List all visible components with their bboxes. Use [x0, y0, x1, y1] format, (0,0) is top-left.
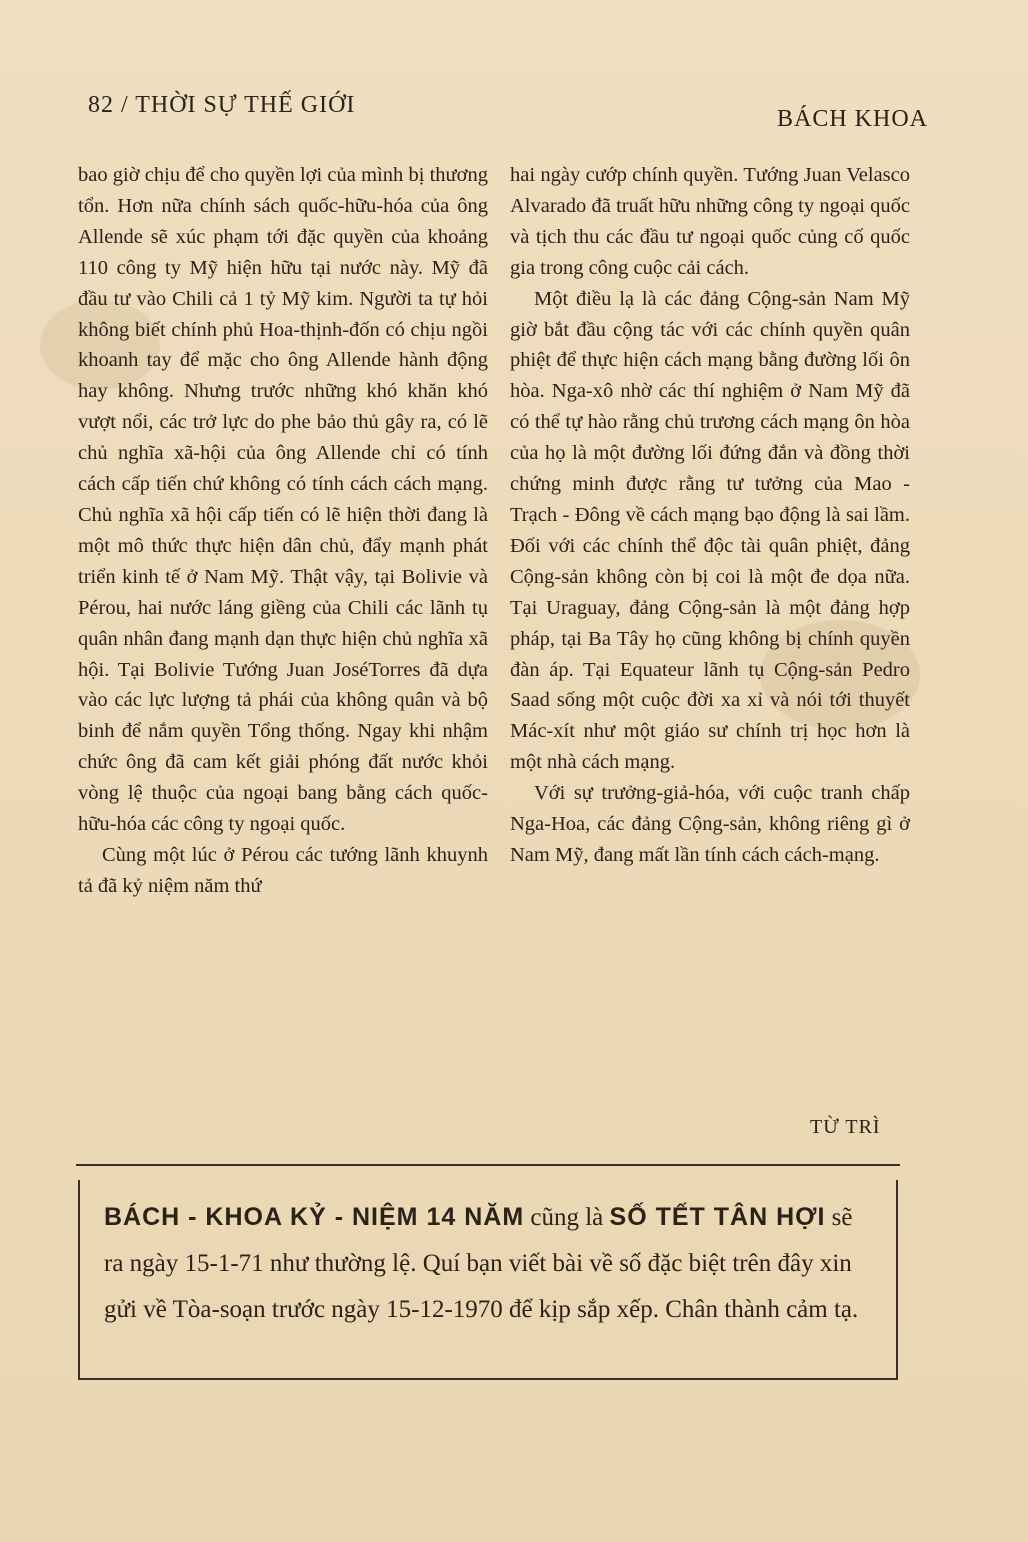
author-signature: TỪ TRÌ: [810, 1116, 881, 1138]
paragraph: hai ngày cướp chính quyền. Tướng Juan Velasco Alvarado đã truất hữu những công ty ngoại quốc và tịch thu các đầu tư ngoại quốc củng cố quốc gia trong công cuộc cải cách.: [510, 164, 910, 279]
article-column-left: [78, 160, 488, 902]
announcement-text: sẽ ra ngày 15-1-71 như thường lệ. Quí bạn viết bài về số đặc biệt trên đây xin gửi về Tòa-soạn trước ngày 15-12-1970 để kịp sắp xếp. Chân thành cảm tạ.: [104, 1204, 859, 1323]
paragraph: bao giờ chịu để cho quyền lợi của mình bị thương tổn. Hơn nữa chính sách quốc-hữu-hóa của ông Allende sẽ xúc phạm tới đặc quyền của khoảng 110 công ty Mỹ hiện hữu tại nước này. Mỹ đã đầu tư vào Chili cả 1 tỷ Mỹ kim. Người ta tự hỏi không biết chính phủ Hoa-thịnh-đốn có chịu ngồi khoanh tay để mặc cho ông Allende hành động hay không. Nhưng trước những khó khăn khó vượt nổi, các trở lực do phe bảo thủ gây ra, có lẽ chủ nghĩa xã-hội của ông Allende chỉ có tính cách cấp tiến chứ không có tính cách cách mạng. Chủ nghĩa xã hội cấp tiến có lẽ hiện thời đang là một mô thức thực hiện dân chủ, đẩy mạnh phát triển kinh tế ở Nam Mỹ. Thật vậy, tại Bolivie và Pérou, hai nước láng giềng của Chili các lãnh tụ quân nhân đang mạnh dạn thực hiện chủ nghĩa xã hội. Tại Bolivie Tướng Juan JoséTorres đã dựa vào các lực lượng tả phái của không quân và bộ binh để nắm quyền Tổng thống. Ngay khi nhậm chức ông đã cam kết giải phóng đất nước khỏi vòng lệ thuộc của ngoại bang bằng cách quốc-hữu-hóa các công ty ngoại quốc.: [78, 164, 488, 836]
running-header-section: 82 / THỜI SỰ THẾ GIỚI: [88, 92, 356, 118]
announcement-text: cũng là: [524, 1204, 610, 1231]
divider: [76, 1164, 900, 1166]
article-column-right: [510, 160, 910, 871]
announcement-box: [78, 1180, 898, 1380]
running-header-magazine: BÁCH KHOA: [776, 106, 928, 132]
paragraph: Một điều lạ là các đảng Cộng-sản Nam Mỹ giờ bắt đầu cộng tác với các chính quyền quân phiệt để thực hiện cách mạng bằng đường lối ôn hòa. Nga-xô nhờ các thí nghiệm ở Nam Mỹ đã có thể tự hào rằng chủ trương cách mạng ôn hòa của họ là một đường lối đứng đắn và đồng thời chứng minh được rằng tư tưởng của Mao - Trạch - Đông về cách mạng bạo động là sai lầm. Đối với các chính thể độc tài quân phiệt, đảng Cộng-sản không còn bị coi là một đe dọa nữa. Tại Uraguay, đảng Cộng-sản là một đảng hợp pháp, tại Ba Tây họ cũng không bị chính quyền đàn áp. Tại Equateur lãnh tụ Cộng-sản Pedro Saad sống một cuộc đời xa xỉ và nói tới thuyết Mác-xít như một giáo sư chính trị học hơn là một nhà cách mạng.: [510, 287, 910, 774]
paragraph: Cùng một lúc ở Pérou các tướng lãnh khuynh tả đã kỷ niệm năm thứ: [78, 843, 488, 897]
announcement-issue-name: SỐ TẾT TÂN HỢI: [609, 1203, 826, 1231]
paragraph: Với sự trưởng-giả-hóa, với cuộc tranh chấp Nga-Hoa, các đảng Cộng-sản, không riêng gì ở Nam Mỹ, đang mất lần tính cách cách-mạng.: [510, 782, 910, 866]
announcement-heading: BÁCH - KHOA KỶ - NIỆM 14 NĂM: [104, 1203, 525, 1231]
